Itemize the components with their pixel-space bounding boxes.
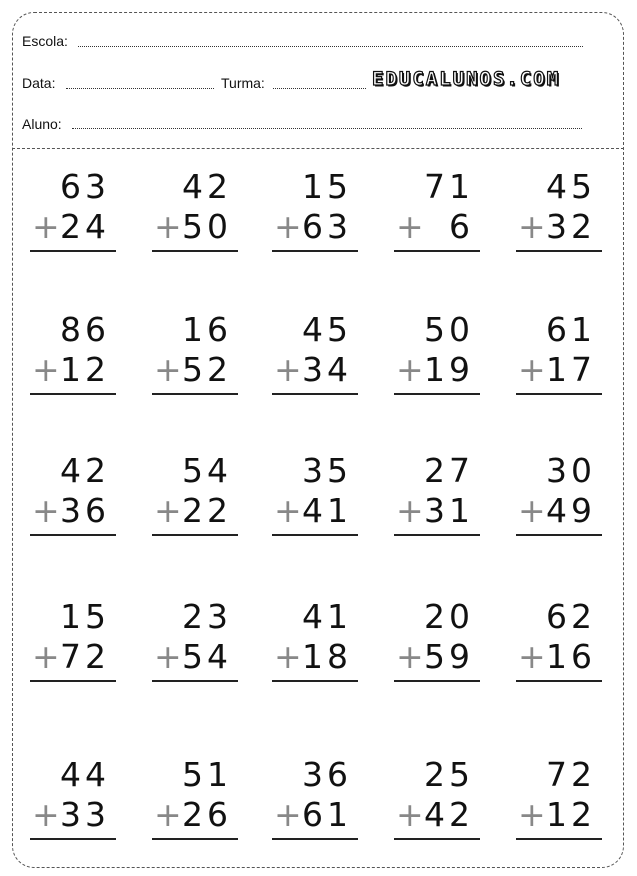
- data-field[interactable]: [66, 88, 214, 89]
- answer-line[interactable]: [272, 680, 358, 682]
- addend-top: 54: [182, 451, 232, 490]
- turma-field[interactable]: [273, 88, 366, 89]
- addend-top: 61: [546, 310, 596, 349]
- addend-bottom: 32: [546, 207, 596, 246]
- addition-problem: [394, 597, 480, 680]
- plus-sign: +: [518, 207, 546, 246]
- plus-sign: +: [274, 207, 302, 246]
- answer-line[interactable]: [272, 838, 358, 840]
- addend-top: 30: [546, 451, 596, 490]
- educalunos-logo: EDUCALUNOS.COM: [372, 68, 561, 90]
- addend-top: 25: [424, 755, 474, 794]
- answer-line[interactable]: [516, 680, 602, 682]
- header-divider: [12, 148, 624, 149]
- addend-bottom: 34: [302, 350, 352, 389]
- plus-sign: +: [274, 350, 302, 389]
- addend-bottom: 59: [424, 637, 474, 676]
- answer-line[interactable]: [394, 838, 480, 840]
- addition-problem: [272, 451, 358, 534]
- answer-line[interactable]: [152, 680, 238, 682]
- addend-top: 44: [60, 755, 110, 794]
- addend-bottom: 19: [424, 350, 474, 389]
- answer-line[interactable]: [30, 534, 116, 536]
- plus-sign: +: [396, 637, 424, 676]
- addend-top: 71: [424, 167, 474, 206]
- addition-problem: [30, 755, 116, 838]
- addition-problem: [394, 310, 480, 393]
- answer-line[interactable]: [152, 393, 238, 395]
- addend-bottom: 12: [60, 350, 110, 389]
- addition-problem: [516, 451, 602, 534]
- addition-problem: [152, 310, 238, 393]
- plus-sign: +: [518, 350, 546, 389]
- addend-top: 36: [302, 755, 352, 794]
- plus-sign: +: [396, 795, 424, 834]
- answer-line[interactable]: [152, 838, 238, 840]
- plus-sign: +: [396, 350, 424, 389]
- plus-sign: +: [32, 491, 60, 530]
- aluno-label: Aluno:: [22, 116, 62, 132]
- plus-sign: +: [274, 491, 302, 530]
- plus-sign: +: [32, 795, 60, 834]
- addend-top: 23: [182, 597, 232, 636]
- addend-top: 63: [60, 167, 110, 206]
- answer-line[interactable]: [152, 534, 238, 536]
- plus-sign: +: [396, 491, 424, 530]
- addition-problem: [272, 167, 358, 250]
- addend-bottom: 31: [424, 491, 474, 530]
- addition-problem: [152, 597, 238, 680]
- addition-problem: [272, 755, 358, 838]
- plus-sign: +: [396, 207, 424, 246]
- answer-line[interactable]: [30, 680, 116, 682]
- answer-line[interactable]: [30, 393, 116, 395]
- addend-bottom: 18: [302, 637, 352, 676]
- plus-sign: +: [274, 637, 302, 676]
- addition-problem: [516, 597, 602, 680]
- answer-line[interactable]: [394, 250, 480, 252]
- addition-problem: [516, 310, 602, 393]
- escola-field[interactable]: [78, 46, 583, 47]
- answer-line[interactable]: [516, 838, 602, 840]
- addend-top: 45: [302, 310, 352, 349]
- addition-problem: [30, 451, 116, 534]
- addend-top: 41: [302, 597, 352, 636]
- addition-problem: [516, 167, 602, 250]
- addend-top: 16: [182, 310, 232, 349]
- addend-bottom: 12: [546, 795, 596, 834]
- plus-sign: +: [32, 350, 60, 389]
- answer-line[interactable]: [394, 680, 480, 682]
- addend-bottom: 42: [424, 795, 474, 834]
- plus-sign: +: [154, 350, 182, 389]
- addend-top: 72: [546, 755, 596, 794]
- addition-problem: [30, 597, 116, 680]
- addition-problem: [30, 310, 116, 393]
- plus-sign: +: [32, 637, 60, 676]
- plus-sign: +: [518, 795, 546, 834]
- addition-problem: [394, 167, 480, 250]
- addend-bottom: 33: [60, 795, 110, 834]
- addend-top: 42: [182, 167, 232, 206]
- answer-line[interactable]: [272, 250, 358, 252]
- addend-bottom: 17: [546, 350, 596, 389]
- addend-bottom: 54: [182, 637, 232, 676]
- worksheet-border: [12, 12, 624, 868]
- addend-bottom: 24: [60, 207, 110, 246]
- addition-problem: [394, 451, 480, 534]
- addend-bottom: 63: [302, 207, 352, 246]
- answer-line[interactable]: [272, 534, 358, 536]
- addition-problem: [152, 167, 238, 250]
- answer-line[interactable]: [152, 250, 238, 252]
- addend-bottom: 22: [182, 491, 232, 530]
- addend-bottom: 49: [546, 491, 596, 530]
- addition-problem: [152, 755, 238, 838]
- addend-top: 27: [424, 451, 474, 490]
- turma-label: Turma:: [221, 75, 265, 91]
- answer-line[interactable]: [394, 534, 480, 536]
- plus-sign: +: [154, 491, 182, 530]
- plus-sign: +: [154, 207, 182, 246]
- addend-bottom: 36: [60, 491, 110, 530]
- addend-bottom: 72: [60, 637, 110, 676]
- answer-line[interactable]: [272, 393, 358, 395]
- addition-problem: [272, 310, 358, 393]
- answer-line[interactable]: [30, 838, 116, 840]
- addition-problem: [30, 167, 116, 250]
- addend-top: 35: [302, 451, 352, 490]
- plus-sign: +: [154, 795, 182, 834]
- addend-bottom: 52: [182, 350, 232, 389]
- answer-line[interactable]: [30, 250, 116, 252]
- plus-sign: +: [518, 637, 546, 676]
- addend-top: 15: [302, 167, 352, 206]
- answer-line[interactable]: [516, 534, 602, 536]
- addend-top: 15: [60, 597, 110, 636]
- answer-line[interactable]: [516, 250, 602, 252]
- plus-sign: +: [154, 637, 182, 676]
- addend-bottom: 6: [434, 207, 474, 246]
- addition-problem: [152, 451, 238, 534]
- plus-sign: +: [274, 795, 302, 834]
- addition-problem: [272, 597, 358, 680]
- escola-label: Escola:: [22, 33, 68, 49]
- answer-line[interactable]: [516, 393, 602, 395]
- addend-top: 62: [546, 597, 596, 636]
- addend-top: 86: [60, 310, 110, 349]
- addend-bottom: 41: [302, 491, 352, 530]
- addend-top: 20: [424, 597, 474, 636]
- plus-sign: +: [32, 207, 60, 246]
- addend-top: 42: [60, 451, 110, 490]
- addition-problem: [516, 755, 602, 838]
- aluno-field[interactable]: [72, 128, 582, 129]
- addend-bottom: 16: [546, 637, 596, 676]
- addend-bottom: 26: [182, 795, 232, 834]
- addend-top: 51: [182, 755, 232, 794]
- plus-sign: +: [518, 491, 546, 530]
- addition-problem: [394, 755, 480, 838]
- addend-top: 45: [546, 167, 596, 206]
- addend-bottom: 61: [302, 795, 352, 834]
- answer-line[interactable]: [394, 393, 480, 395]
- data-label: Data:: [22, 75, 56, 91]
- addend-bottom: 50: [182, 207, 232, 246]
- addend-top: 50: [424, 310, 474, 349]
